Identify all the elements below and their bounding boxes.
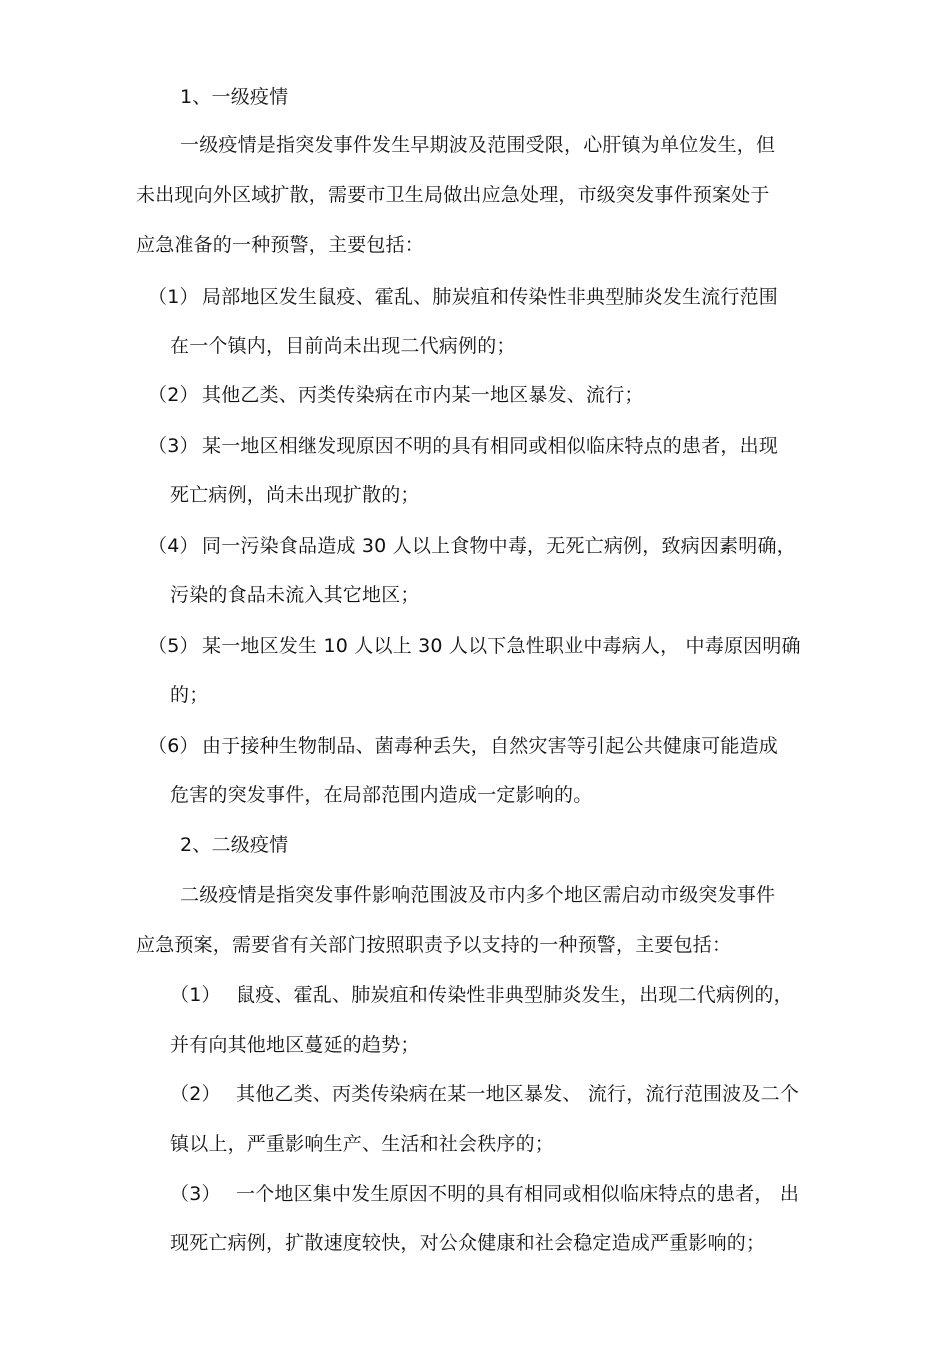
list-item-number: （3） [170,1183,221,1205]
list-item-number: （2） [170,1083,221,1105]
list-item-number: （6） [148,735,199,757]
section1-heading: 1、一级疫情 [180,86,289,108]
section1-intro-line: 应急准备的一种预警，主要包括： [136,234,425,256]
list-item-text: 镇以上，严重影响生产、生活和社会秩序的； [170,1133,555,1155]
list-item-text: 一个地区集中发生原因不明的具有相同或相似临床特点的患者， 出 [236,1183,800,1205]
list-item-number: （1） [170,984,221,1006]
list-item-text: 现死亡病例，扩散速度较快，对公众健康和社会稳定造成严重影响的； [170,1232,766,1254]
list-item-number: （2） [148,384,199,406]
list-item-text: 并有向其他地区蔓延的趋势； [170,1034,420,1056]
section2-intro-line: 应急预案，需要省有关部门按照职责予以支持的一种预警，主要包括： [136,934,732,956]
list-item-text: 同一污染食品造成 30 人以上食物中毒，无死亡病例，致病因素明确， [202,535,796,557]
section1-intro-line: 未出现向外区域扩散，需要市卫生局做出应急处理，市级突发事件预案处于 [136,184,770,206]
section1-intro-line: 一级疫情是指突发事件发生早期波及范围受限，心肝镇为单位发生，但 [180,134,776,156]
list-item-text: 在一个镇内，目前尚未出现二代病例的； [170,335,516,357]
list-item-text: 的； [170,684,209,706]
section2-intro-line: 二级疫情是指突发事件影响范围波及市内多个地区需启动市级突发事件 [180,884,776,906]
list-item-text: 某一地区相继发现原因不明的具有相同或相似临床特点的患者，出现 [202,435,779,457]
list-item-text: 某一地区发生 10 人以上 30 人以下急性职业中毒病人， 中毒原因明确 [202,635,801,657]
list-item-text: 污染的食品未流入其它地区； [170,584,420,606]
list-item-text: 其他乙类、丙类传染病在某一地区暴发、 流行，流行范围波及二个 [236,1083,800,1105]
section2-heading: 2、二级疫情 [180,834,289,856]
list-item-text: 局部地区发生鼠疫、霍乱、肺炭疽和传染性非典型肺炎发生流行范围 [202,286,779,308]
list-item-number: （5） [148,635,199,657]
list-item-text: 其他乙类、丙类传染病在市内某一地区暴发、流行； [202,384,644,406]
list-item-text: 鼠疫、霍乱、肺炭疽和传染性非典型肺炎发生，出现二代病例的， [236,984,793,1006]
list-item-number: （3） [148,435,199,457]
list-item-number: （4） [148,535,199,557]
list-item-text: 由于接种生物制品、菌毒种丢失，自然灾害等引起公共健康可能造成 [202,735,779,757]
list-item-text: 死亡病例，尚未出现扩散的； [170,484,420,506]
list-item-number: （1） [148,286,199,308]
list-item-text: 危害的突发事件，在局部范围内造成一定影响的。 [170,784,593,806]
